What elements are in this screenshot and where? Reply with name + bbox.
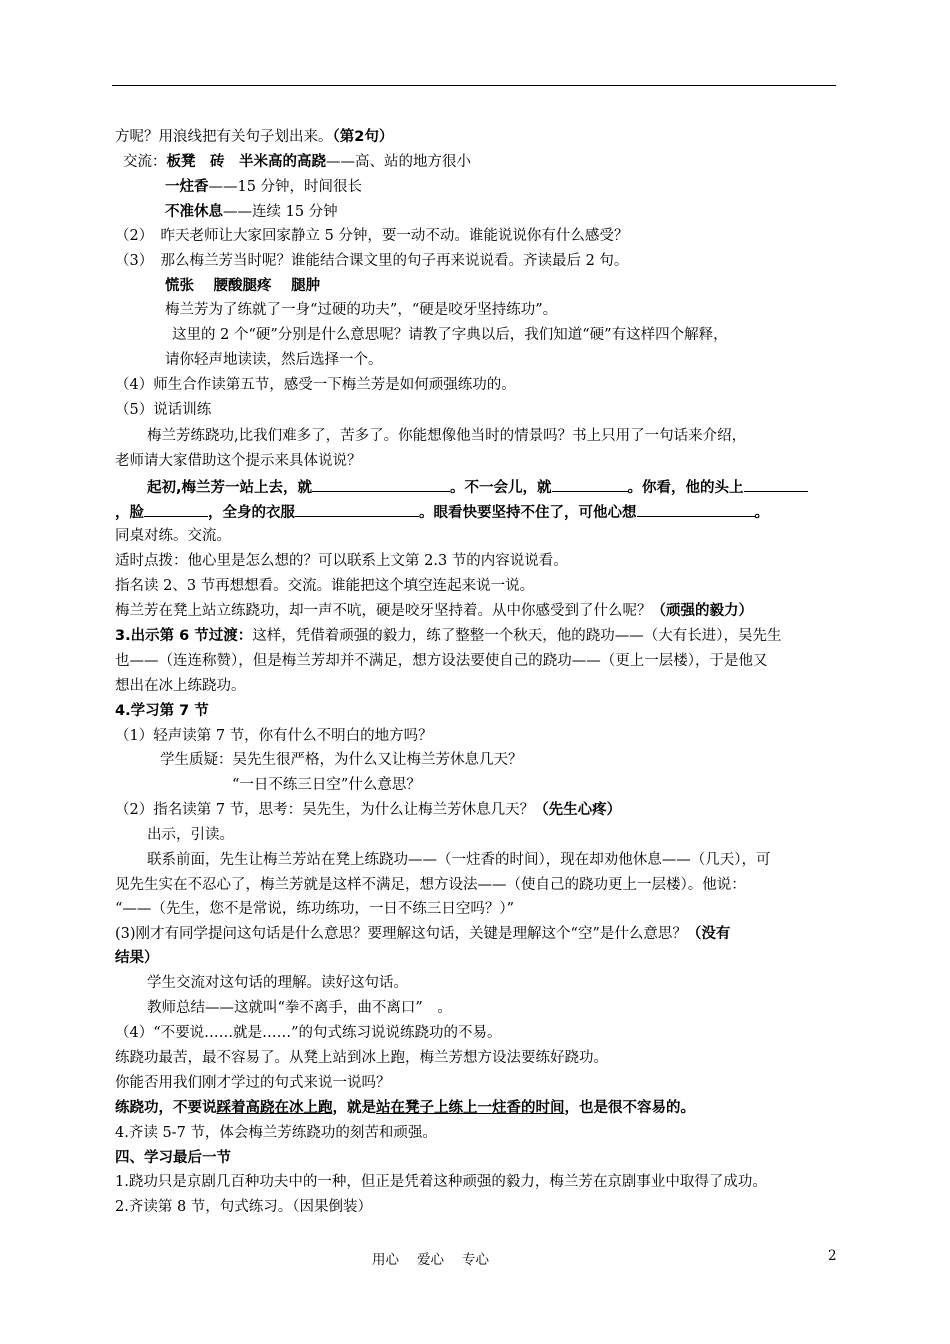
text-line: 见先生实在不忍心了，梅兰芳就是这样不满足，想方设法——（使自己的跷功更上一层楼）。他说： (115, 877, 746, 893)
text-run: 交流： (123, 154, 167, 170)
text-line (115, 924, 730, 944)
text-line: 也——（连连称赞），但是梅兰芳却并不满足，想方设法要使自己的跷功——（更上一层楼），于是他又 (115, 653, 768, 669)
blank-1[interactable] (312, 477, 450, 492)
text-run: 。 (754, 505, 769, 521)
text-run: ——高、站的地方很小 (326, 154, 471, 170)
section-heading: 4.学习第 7 节 (115, 703, 209, 719)
text-line: 教师总结——这就叫“拳不离手，曲不离口” 。 (147, 1000, 452, 1016)
text-line: 梅兰芳练跷功,比我们难多了，苦多了。你能想像他当时的情景吗？书上只用了一句话来介绍， (147, 428, 747, 444)
text-line: 学生交流对这句话的理解。读好这句话。 (147, 975, 408, 991)
text-line: 学生质疑：吴先生很严格，为什么又让梅兰芳休息几天？ (160, 752, 523, 768)
section-heading: 四、学习最后一节 (115, 1150, 231, 1166)
text-line: （4）师生合作读第五节，感受一下梅兰芳是如何顽强练功的。 (115, 377, 516, 393)
fill-in-line (115, 502, 769, 523)
text-line: （1）轻声读第 7 节，你有什么不明白的地方吗？ (115, 728, 433, 744)
text-line (115, 800, 621, 820)
underlined-run: 站在凳子上练上一炷香的时间 (376, 1100, 565, 1116)
text-line: “一日不练三日空”什么意思？ (232, 777, 421, 793)
text-line: 1.跷功只是京剧几百种功夫中的一种，但正是凭着这种顽强的毅力，梅兰芳在京剧事业中取得了成功。 (115, 1174, 767, 1190)
text-line: 请你轻声地读读，然后选择一个。 (165, 352, 383, 368)
text-line: 想出在冰上练跷功。 (115, 678, 246, 694)
text-line: 指名读 2、3 节再想想看。交流。谁能把这个填空连起来说一说。 (115, 578, 535, 594)
bold-run: ，就是 (332, 1100, 376, 1116)
bold-run: 练跷功，不要说 (115, 1100, 217, 1116)
text-line: （2） 昨天老师让大家回家静立 5 分钟，要一动不动。谁能说说你有什么感受？ (115, 228, 629, 244)
bold-run: 3.出示第 6 节过渡： (115, 628, 253, 644)
fill-in-line (147, 477, 808, 498)
text-line: 你能否用我们刚才学过的句式来说一说吗？ (115, 1075, 391, 1091)
bold-run: 不准休息 (165, 204, 223, 220)
blank-4[interactable] (144, 502, 208, 517)
text-line (165, 202, 338, 222)
text-run: (3)刚才有同学提问这句话是什么意思？要理解这句话，关键是理解这个“空”是什么意思？ (115, 926, 687, 942)
text-run: 这样，凭借着顽强的毅力，练了整整一个秋天，他的跷功——（大有长进），吴先生 (252, 628, 782, 644)
text-run: ，全身的衣服 (208, 505, 295, 521)
text-run: （2）指名读第 7 节，思考：吴先生，为什么让梅兰芳休息几天？ (115, 802, 535, 818)
bold-run: （第2句） (332, 129, 394, 145)
text-line: 4.齐读 5-7 节，体会梅兰芳练跷功的刻苦和顽强。 (115, 1125, 437, 1141)
text-run: 。你看，他的头上 (627, 480, 744, 496)
blank-3[interactable] (744, 477, 808, 492)
text-line (115, 601, 753, 621)
text-line: 慌张 腰酸腿疼 腿肿 (165, 278, 321, 294)
underlined-run: 踩着高跷在冰上跑 (216, 1100, 333, 1116)
text-line: 结果） (115, 950, 159, 966)
text-line: 同桌对练。交流。 (115, 528, 231, 544)
blank-5[interactable] (295, 502, 419, 517)
text-run: 起初,梅兰芳一站上去，就 (147, 480, 313, 496)
text-line (115, 626, 782, 646)
text-line (115, 127, 393, 147)
text-line: 这里的 2 个“硬”分别是什么意思呢？请教了字典以后，我们知道“硬”有这样四个解释， (172, 327, 728, 343)
bold-run: （先生心疼） (534, 802, 622, 818)
text-run: 。不一会儿，就 (450, 480, 552, 496)
text-line (165, 177, 362, 197)
blank-6[interactable] (637, 502, 755, 517)
text-run: ，脸 (115, 505, 144, 521)
text-run: 梅兰芳在凳上站立练跷功，却一声不吭，硬是咬牙坚持着。从中你感受到了什么呢？ (115, 603, 652, 619)
text-line: （5）说话训练 (115, 402, 212, 418)
bold-run: 一炷香 (165, 179, 209, 195)
text-line: （3） 那么梅兰芳当时呢？谁能结合课文里的句子再来说说看。齐读最后 2 句。 (115, 253, 629, 269)
page-number: 2 (828, 1248, 837, 1264)
text-run: 。眼看快要坚持不住了，可他心想 (419, 505, 637, 521)
text-line: 老师请大家借助这个提示来具体说说？ (115, 453, 362, 469)
text-run: ——15 分钟，时间很长 (208, 179, 363, 195)
text-line: 联系前面，先生让梅兰芳站在凳上练跷功——（一炷香的时间），现在却劝他休息——（几天），可 (147, 852, 771, 868)
text-run: ——连续 15 分钟 (223, 204, 338, 220)
text-line: 练跷功最苦，最不容易了。从凳上站到冰上跑，梅兰芳想方设法要练好跷功。 (115, 1050, 608, 1066)
footer-word: 专心 (462, 1252, 489, 1268)
bold-run: 板凳 砖 半米高的高跷 (166, 154, 326, 170)
bold-run: （没有 (686, 926, 731, 942)
text-line (123, 152, 471, 172)
text-run: 方呢？用浪线把有关句子划出来。 (115, 129, 333, 145)
text-line (115, 1098, 695, 1118)
footer-word: 用心 (372, 1252, 399, 1268)
text-line: 2.齐读第 8 节，句式练习。（因果倒装） (115, 1199, 373, 1215)
text-line: 适时点拨：他心里是怎么想的？可以联系上文第 2.3 节的内容说说看。 (115, 553, 568, 569)
bold-run: （顽强的毅力） (651, 603, 753, 619)
text-line: “——（先生，您不是常说，练功练功，一日不练三日空吗？）” (115, 901, 515, 917)
footer-word: 爱心 (417, 1252, 444, 1268)
text-line: （4）“不要说……就是……”的句式练习说说练跷功的不易。 (115, 1025, 502, 1041)
text-line: 梅兰芳为了练就了一身“过硬的功夫”，“硬是咬牙坚持练功”。 (165, 302, 558, 318)
bold-run: ，也是很不容易的。 (564, 1100, 695, 1116)
text-line: 出示，引读。 (147, 827, 234, 843)
page-footer (372, 1248, 507, 1268)
blank-2[interactable] (552, 477, 628, 492)
